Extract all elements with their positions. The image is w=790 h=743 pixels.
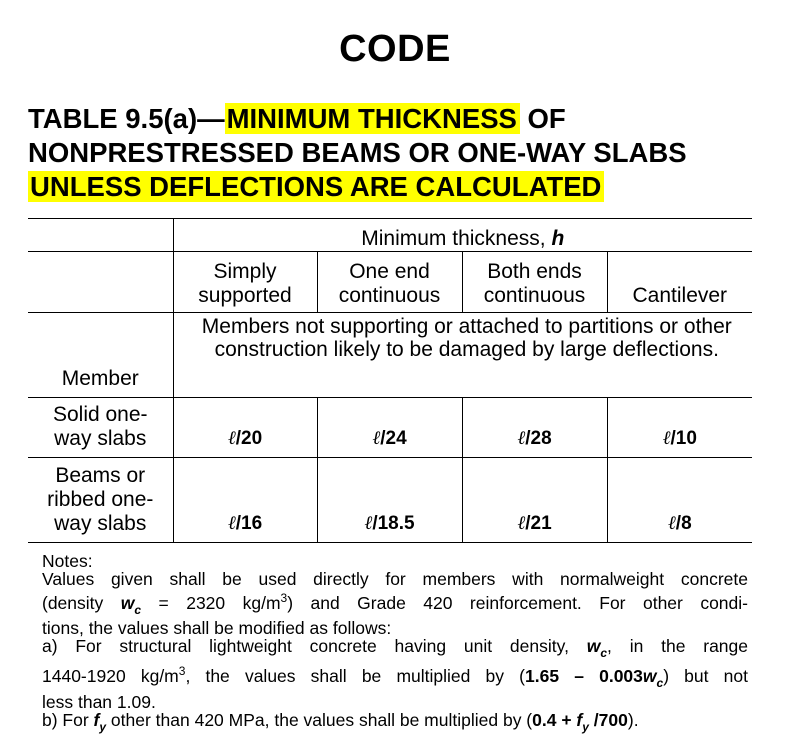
table-notes xyxy=(42,552,748,736)
col-header-both-ends-continuous: Both ends continuous xyxy=(462,252,607,313)
member-label: Member xyxy=(28,313,173,398)
group-header-label: Minimum thickness, xyxy=(361,227,552,250)
row-label-beams: Beams or ribbed one- way slabs xyxy=(28,458,173,543)
col-header-cantilever: Cantilever xyxy=(607,252,752,313)
title-line-1 xyxy=(28,102,778,136)
notes-a-line-2: 1440-1920 $kg/m^3$, the values shall be multiplied by $(1.65 - 0.003w_c)$ but not xyxy=(42,664,748,691)
description-cell: Members not supporting or attached to partitions or other construction likely to be damaged by large deflections. xyxy=(173,313,752,398)
title-highlight-1: MINIMUM THICKNESS xyxy=(225,103,520,134)
notes-a-line-1: a) For structural lightweight concrete having unit density, $w_c$, in the range xyxy=(42,636,748,661)
column-header-row xyxy=(28,252,752,313)
group-header-var: h xyxy=(551,227,565,250)
cell-beams-cantilever: ℓ/8 xyxy=(607,458,752,543)
col-header-one-end-continuous: One end continuous xyxy=(317,252,462,313)
notes-line-2: (density $w_c = 2320$ $kg/m^3$) and Grade 420 reinforcement. For other condi- xyxy=(42,590,748,617)
cell-solid-cantilever: ℓ/10 xyxy=(607,398,752,458)
table-row xyxy=(28,458,752,543)
cell-beams-both-ends: ℓ/21 xyxy=(462,458,607,543)
table-title xyxy=(28,102,778,204)
title-mid: OF xyxy=(519,103,566,134)
thickness-table xyxy=(28,218,752,543)
cell-solid-simply: ℓ/20 xyxy=(173,398,317,458)
notes-a-line-3: less than 1.09. xyxy=(42,691,156,712)
row-label-solid-slabs: Solid one- way slabs xyxy=(28,398,173,458)
notes-title: Notes: xyxy=(42,551,93,571)
title-line-3 xyxy=(28,170,778,204)
title-prefix: TABLE 9.5(a)— xyxy=(28,103,225,134)
description-row xyxy=(28,313,752,398)
cell-beams-one-end: ℓ/18.5 xyxy=(317,458,462,543)
notes-b-line: b) For $f_y$ other than 420 MPa, the values shall be multiplied by ($0.4 + f_y$ /700). xyxy=(42,710,639,735)
notes-line-3: tions, the values shall be modified as follows: xyxy=(42,617,392,638)
page-heading: CODE xyxy=(339,28,451,70)
group-header-row xyxy=(28,219,752,252)
title-highlight-2: UNLESS DEFLECTIONS ARE CALCULATED xyxy=(28,171,604,202)
cell-solid-one-end: ℓ/24 xyxy=(317,398,462,458)
table-row xyxy=(28,398,752,458)
cell-solid-both-ends: ℓ/28 xyxy=(462,398,607,458)
title-line-2: NONPRESTRESSED BEAMS OR ONE-WAY SLABS xyxy=(28,137,687,168)
notes-line-1: Values given shall be used directly for members with normalweight concrete xyxy=(42,569,748,590)
col-header-simply-supported: Simply supported xyxy=(173,252,317,313)
cell-beams-simply: ℓ/16 xyxy=(173,458,317,543)
group-header-cell xyxy=(173,219,752,252)
